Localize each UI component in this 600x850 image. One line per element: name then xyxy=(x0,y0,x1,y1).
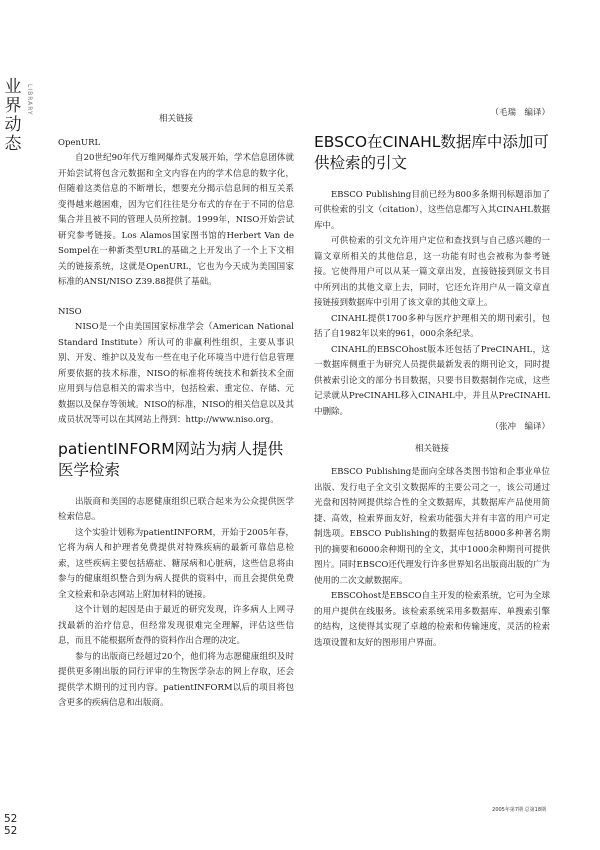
article-paragraph: CINAHL的EBSCOhost版本还包括了PreCINAHL，这一数据库侧重于为研究人员提供最新发表的期刊论文，同时提供被索引论文的部分书目数据，只要书目数据制作完成，这些记录就从PreCINAHL移入CINAHL中，并且从PreCINAHL中删除。 xyxy=(314,344,550,417)
article-paragraph: EBSCO Publishing目前已经为800多条期刊标题添加了可供检索的引文（citation），这些信息都写入其CINAHL数据库中。 xyxy=(314,189,550,231)
article-paragraph: 可供检索的引文允许用户定位和查找到与自己感兴趣的一篇文章所相关的其他信息，这一功能有时也会被称为参考链接。它使得用户可以从某一篇文章出发，直接链接到原文书目中所列出的其他文章上去，同时，它还允许用户从一篇文章直接链接到数据库中引用了该文章的其他文章上。 xyxy=(314,236,550,308)
translator-credit: （张冲 编译） xyxy=(490,422,550,432)
related-paragraph: EBSCOhost是EBSCO自主开发的检索系统，它可为全球的用户提供在线服务。该检索系统采用多数据库、单搜索引擎的结构，这使得其实现了卓越的检索和传输速度，灵活的检索选项设置和友好的图形用户界面。 xyxy=(314,591,550,648)
left-column xyxy=(58,106,294,712)
translator-credit: （毛瑞 编译） xyxy=(490,108,550,118)
article-paragraph: 这个计划的起因是由于最近的研究发现，许多病人上网寻找最新的治疗信息，但经常发现很难完全理解，评估这些信息，而且不能根据所查得的资料作出合理的决定。 xyxy=(58,605,294,646)
section-char: 动 xyxy=(4,115,22,135)
section-label xyxy=(4,78,22,154)
section-english: LIBRARY xyxy=(26,84,33,116)
section-char: 界 xyxy=(4,96,22,116)
issue-footer: 2005年第7期 总第18期 xyxy=(492,807,546,813)
right-column xyxy=(314,106,550,651)
article-paragraph: 出版商和美国的志愿健康组织已联合起来为公众提供医学检索信息。 xyxy=(58,496,294,522)
article-paragraph: 这个实验计划称为patientINFORM，开始于2005年春，它将为病人和护理者免费提供对特殊疾病的最新可靠信息检索，这些疾病主要包括癌症、糖尿病和心脏病，这些信息将由参与的健康组织整合到为病人提供的资料中，而且会提供免费全文检索和杂志网站上附加材料的链接。 xyxy=(58,527,294,600)
article-paragraph: 参与的出版商已经超过20个，他们将为志愿健康组织及时提供更多刚出版的同行评审的生物医学杂志的网上存取，还会提供学术期刊的过刊内容。patientINFORM以后的项目将包含更多的疾病信息和出版商。 xyxy=(58,651,294,708)
article-title: EBSCO在CINAHL数据库中添加可供检索的引文 xyxy=(314,132,549,172)
section-char: 业 xyxy=(4,77,22,97)
article-paragraph: CINAHL提供1700多种与医疗护理相关的期刊索引，包括了自1982年以来的961，000余条纪录。 xyxy=(314,313,550,339)
section-char: 态 xyxy=(4,134,22,154)
article-title: patientINFORM网站为病人提供医学检索 xyxy=(58,439,284,479)
related-links-heading: 相关链接 xyxy=(414,443,449,454)
related-links-heading: 相关链接 xyxy=(158,114,193,124)
niso-paragraph: NISO是一个由美国国家标准学会（American National Standard Institute）所认可的非赢利性组织，主要从事识别、开发、维护以及发布一些在电子化环境当中进行信息管理所要依据的技术标准，NISO的标准将传统技术和新技术全面应用到与信息相关的需求当中，包括检索、重定位、存储、元数据以及保存等领域。NISO的标准，NISO的相关信息以及其成员状况等可以在其网站上得到：http://www.niso.org。 xyxy=(58,322,294,425)
openurl-title: OpenURL xyxy=(58,137,101,148)
page-number-repeat: 52 xyxy=(4,825,18,837)
related-paragraph: EBSCO Publishing是面向全球各类图书馆和企事业单位出版、发行电子全文引文数据库的主要公司之一，该公司通过光盘和因特网提供综合性的全文数据库，其数据库产品使用简捷、高效，检索界面友好，检索功能强大并有丰富的用户可定制选项。EBSCO Publishing的数据库包括8000多种著名期刊的摘要和6000余种期刊的全文，其中1000余种期刊可提供图片。同时EBSCO还代理发行许多世界知名出版商出版的广为使用的二次文献数据库。 xyxy=(314,467,550,586)
page-number: 52 xyxy=(4,813,18,825)
openurl-paragraph: 自20世纪90年代万维网爆炸式发展开始，学术信息团体就开始尝试将包含元数据和全文内容在内的学术信息的数字化，但随着这类信息的不断增长，想要充分揭示信息间的相互关系变得越来越困难，因为它们往往是分布式的存在于不同的信息集合并且被不同的管理人员所控制。1999年，NISO开始尝试研究参考链接。Los Alamos国家图书馆的Herbert Van de Sompel在一种新类型URL的基础之上开发出了一个上下文相关的链接系统，这就是OpenURL，它也为今天成为美国国家标准的ANSI/NISO Z39.88提供了基础。 xyxy=(58,153,294,287)
niso-title: NISO xyxy=(58,306,82,317)
